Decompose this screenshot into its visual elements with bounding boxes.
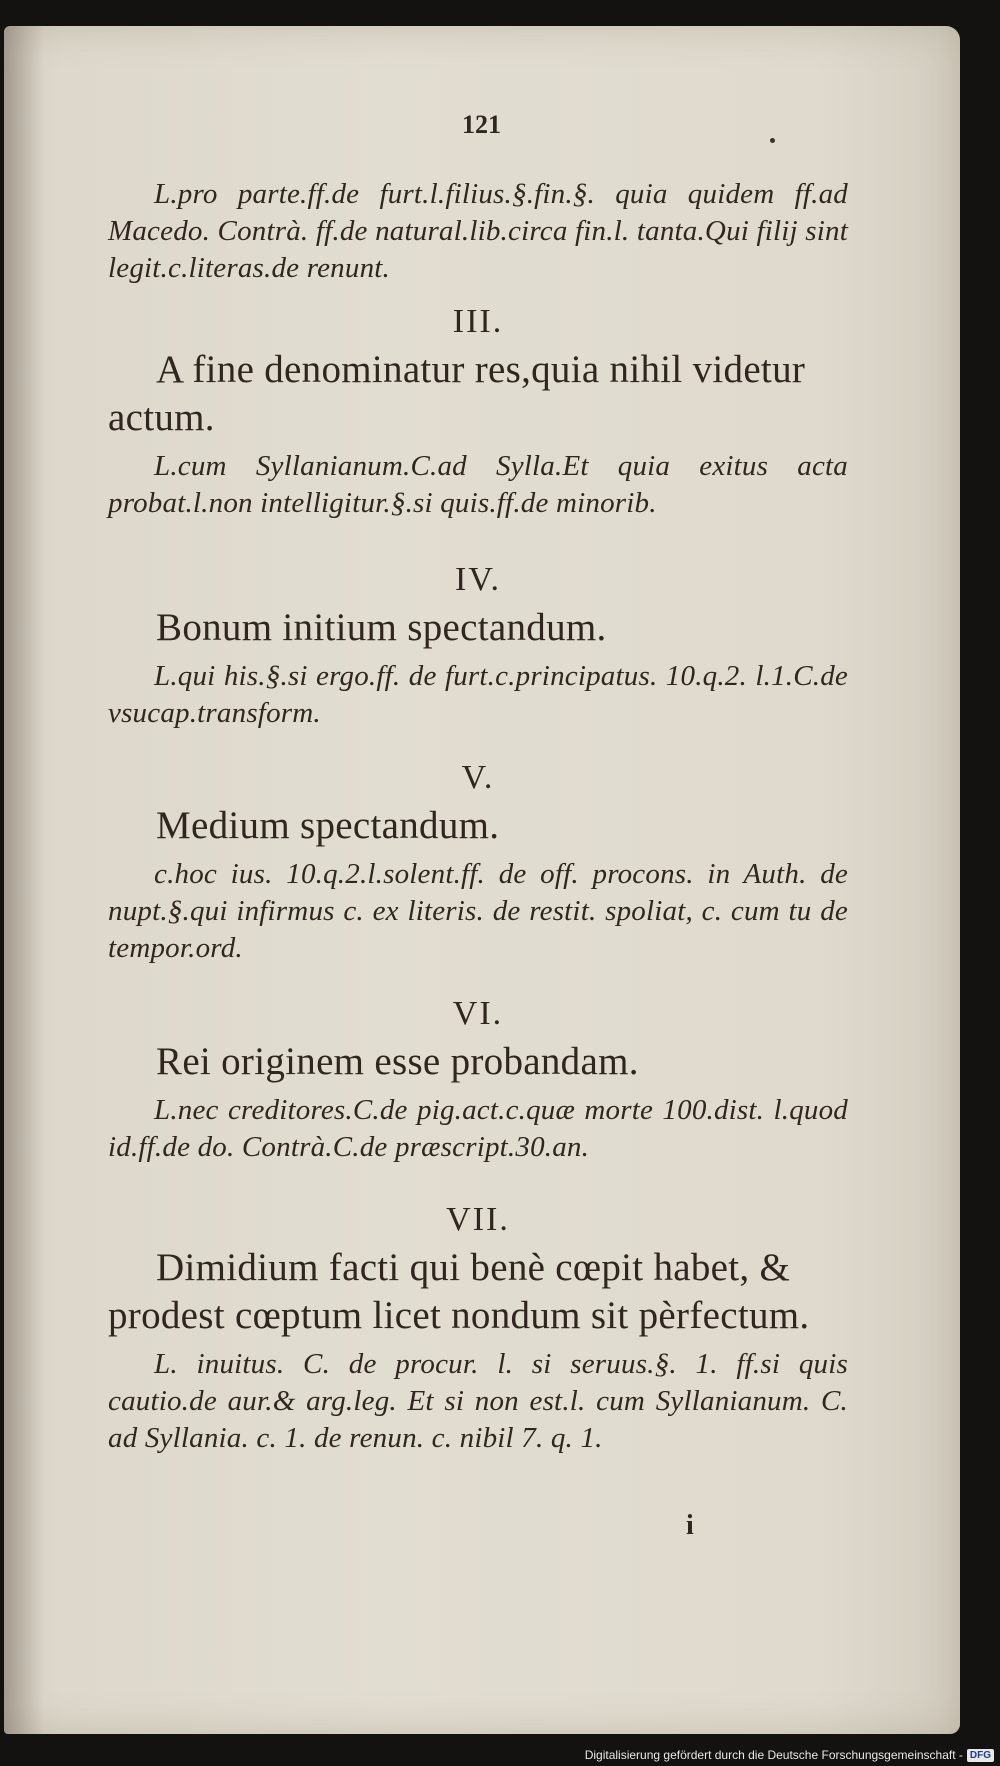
section-3: [108, 294, 848, 522]
section-numeral: III.: [452, 303, 504, 340]
section-numeral: VI.: [452, 995, 504, 1032]
book-page: [4, 26, 960, 1734]
digitization-footer: [585, 1748, 994, 1762]
signature-mark: i: [686, 1510, 694, 1541]
section-numeral: IV.: [455, 561, 501, 598]
section-4: [108, 552, 848, 732]
ink-dot: [770, 138, 775, 143]
footer-text: Digitalisierung gefördert durch die Deutsche Forschungsgemeinschaft -: [584, 1748, 963, 1762]
section-maxim: Rei originem esse probandam.: [156, 1040, 639, 1083]
section-citation: L.nec creditores.C.de pig.act.c.quæ morte 100.dist. l.quod id.ff.de do. Contrà.C.de præscript.30.an.: [108, 1094, 848, 1163]
section-citation: L. inuitus. C. de procur. l. si seruus.§. 1. ff.si quis cautio.de aur.& arg.leg. Et si non est.l. cum Syllanianum. C. ad Syllania. c. 1. de renun. c. nibil 7. q. 1.: [108, 1348, 848, 1454]
section-maxim: Bonum initium spectandum.: [156, 606, 607, 649]
page-number: 121: [462, 110, 501, 139]
section-citation: L.cum Syllanianum.C.ad Sylla.Et quia exitus acta probat.l.non intelligitur.§.si quis.ff.de minorib.: [108, 450, 848, 519]
section-maxim: A fine denominatur res,quia nihil videtur actum.: [108, 348, 806, 439]
section-7: [108, 1192, 848, 1457]
section-maxim: Dimidium facti qui benè cœpit habet, & prodest cœptum licet nondum sit pèrfectum.: [108, 1246, 810, 1337]
section-6: [108, 986, 848, 1166]
section-citation: L.qui his.§.si ergo.ff. de furt.c.principatus. 10.q.2. l.1.C.de vsucap.transform.: [108, 660, 848, 729]
section-citation: c.hoc ius. 10.q.2.l.solent.ff. de off. procons. in Auth. de nupt.§.qui infirmus c. ex literis. de restit. spoliat, c. cum tu de tempor.ord.: [108, 858, 848, 964]
dfg-logo-icon: DFG: [967, 1749, 994, 1762]
section-numeral: VII.: [446, 1201, 510, 1238]
section-maxim: Medium spectandum.: [156, 804, 500, 847]
section-numeral: V.: [461, 759, 495, 796]
section-5: [108, 750, 848, 967]
opening-block: [108, 176, 848, 287]
opening-citation: L.pro parte.ff.de furt.l.filius.§.fin.§. quia quidem ff.ad Macedo. Contrà. ff.de natural.lib.circa fin.l. tanta.Qui filij sint legit.c.literas.de renunt.: [108, 178, 848, 284]
